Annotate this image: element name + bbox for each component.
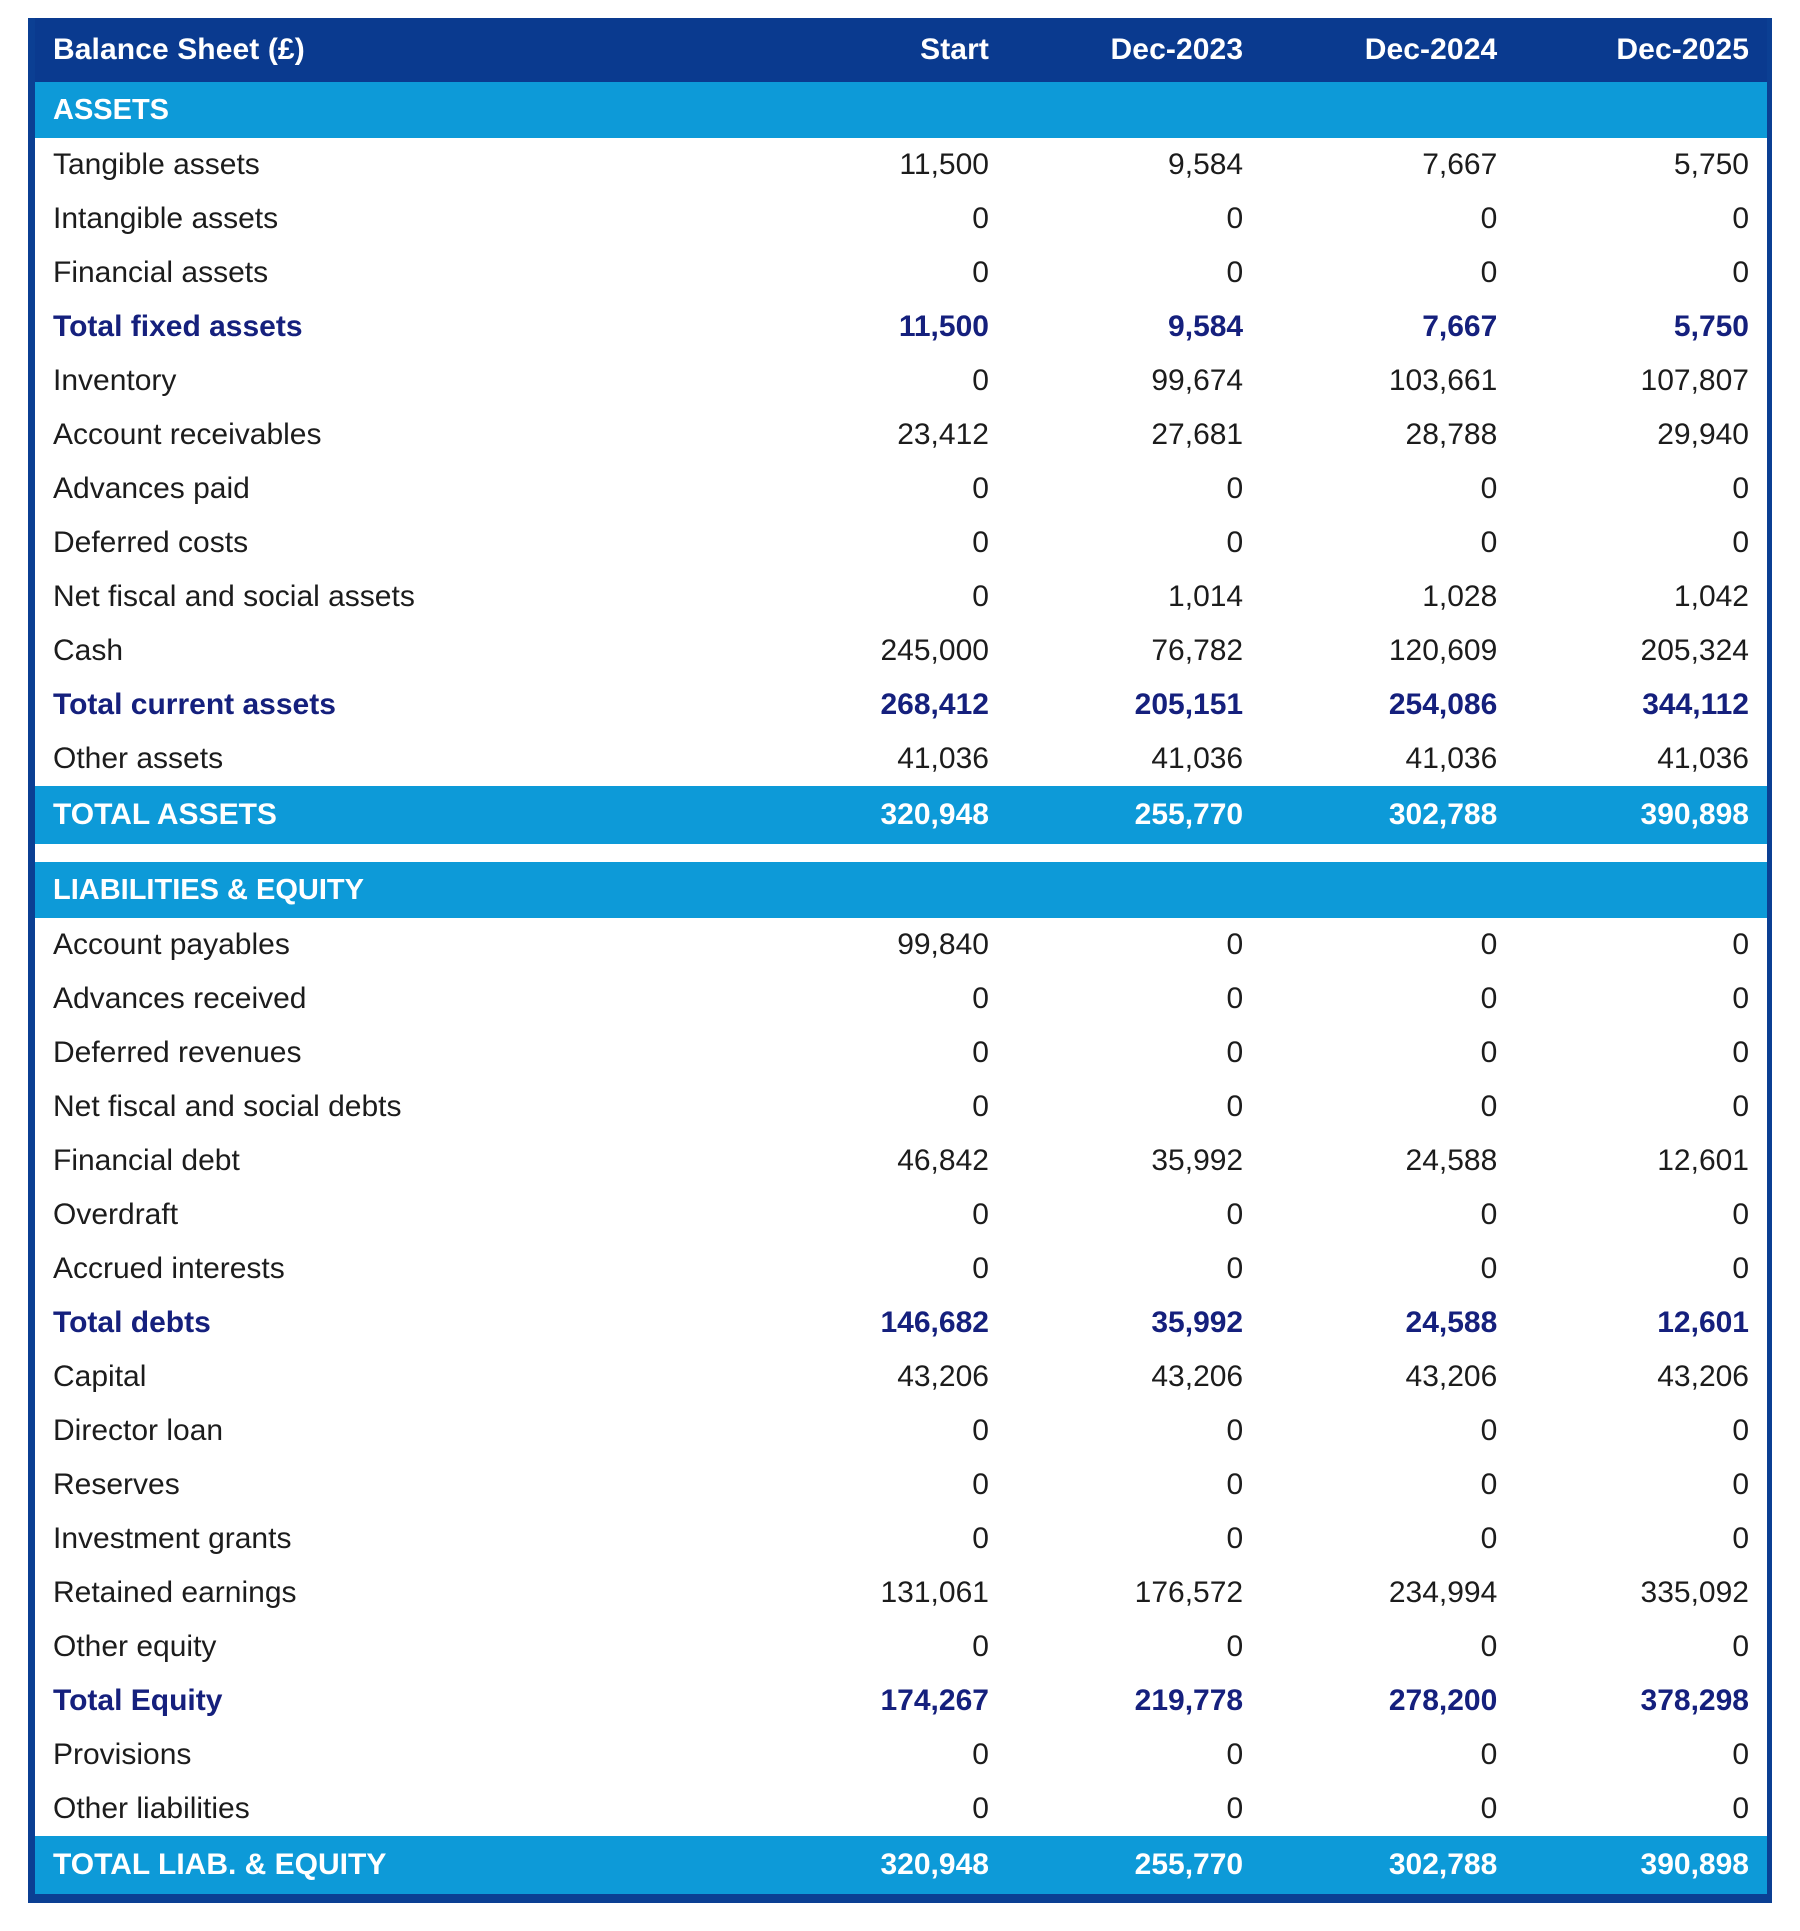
cell-deferred-revenues-dec-2023: 0 (1007, 1026, 1261, 1080)
cell-other-assets-dec-2023: 41,036 (1007, 732, 1261, 786)
cell-total-equity-start: 174,267 (753, 1674, 1007, 1728)
cell-net-fiscal-and-social-assets-dec-2025: 1,042 (1515, 570, 1769, 624)
cell-accrued-interests-dec-2025: 0 (1515, 1242, 1769, 1296)
cell-total-liab-equity-dec-2024: 302,788 (1261, 1836, 1515, 1899)
cell-advances-received-start: 0 (753, 972, 1007, 1026)
row-label-account-payables: Account payables (32, 918, 753, 972)
cell-inventory-dec-2025: 107,807 (1515, 354, 1769, 408)
cell-cash-start: 245,000 (753, 624, 1007, 678)
cell-provisions-start: 0 (753, 1728, 1007, 1782)
row-label-total-fixed-assets: Total fixed assets (32, 300, 753, 354)
cell-total-fixed-assets-dec-2025: 5,750 (1515, 300, 1769, 354)
table-row (32, 246, 1770, 300)
table-row (32, 1188, 1770, 1242)
row-label-total-debts: Total debts (32, 1296, 753, 1350)
cell-other-assets-dec-2024: 41,036 (1261, 732, 1515, 786)
cell-total-equity-dec-2023: 219,778 (1007, 1674, 1261, 1728)
row-label-inventory: Inventory (32, 354, 753, 408)
row-label-provisions: Provisions (32, 1728, 753, 1782)
cell-total-current-assets-dec-2023: 205,151 (1007, 678, 1261, 732)
cell-intangible-assets-start: 0 (753, 192, 1007, 246)
table-row (32, 1674, 1770, 1728)
table-row (32, 1566, 1770, 1620)
cell-account-receivables-start: 23,412 (753, 408, 1007, 462)
cell-provisions-dec-2025: 0 (1515, 1728, 1769, 1782)
cell-retained-earnings-dec-2025: 335,092 (1515, 1566, 1769, 1620)
cell-total-debts-start: 146,682 (753, 1296, 1007, 1350)
cell-total-current-assets-start: 268,412 (753, 678, 1007, 732)
cell-account-receivables-dec-2025: 29,940 (1515, 408, 1769, 462)
table-row (32, 1458, 1770, 1512)
table-row (32, 408, 1770, 462)
cell-total-current-assets-dec-2025: 344,112 (1515, 678, 1769, 732)
cell-total-debts-dec-2024: 24,588 (1261, 1296, 1515, 1350)
section-header-label: LIABILITIES & EQUITY (32, 862, 1770, 918)
row-label-total-liab-equity: TOTAL LIAB. & EQUITY (32, 1836, 753, 1899)
cell-financial-assets-dec-2025: 0 (1515, 246, 1769, 300)
cell-deferred-revenues-dec-2024: 0 (1261, 1026, 1515, 1080)
table-row (32, 1782, 1770, 1836)
cell-cash-dec-2023: 76,782 (1007, 624, 1261, 678)
cell-financial-debt-dec-2025: 12,601 (1515, 1134, 1769, 1188)
cell-total-debts-dec-2025: 12,601 (1515, 1296, 1769, 1350)
row-label-tangible-assets: Tangible assets (32, 138, 753, 192)
row-label-total-assets: TOTAL ASSETS (32, 786, 753, 844)
cell-total-liab-equity-dec-2025: 390,898 (1515, 1836, 1769, 1899)
row-label-account-receivables: Account receivables (32, 408, 753, 462)
cell-other-equity-start: 0 (753, 1620, 1007, 1674)
row-label-director-loan: Director loan (32, 1404, 753, 1458)
cell-other-liabilities-dec-2024: 0 (1261, 1782, 1515, 1836)
cell-other-equity-dec-2023: 0 (1007, 1620, 1261, 1674)
table-header (32, 18, 1770, 82)
cell-total-assets-dec-2023: 255,770 (1007, 786, 1261, 844)
cell-capital-start: 43,206 (753, 1350, 1007, 1404)
cell-total-debts-dec-2023: 35,992 (1007, 1296, 1261, 1350)
table-row (32, 1836, 1770, 1899)
cell-accrued-interests-dec-2023: 0 (1007, 1242, 1261, 1296)
cell-deferred-costs-dec-2024: 0 (1261, 516, 1515, 570)
cell-other-assets-start: 41,036 (753, 732, 1007, 786)
cell-reserves-dec-2024: 0 (1261, 1458, 1515, 1512)
cell-total-current-assets-dec-2024: 254,086 (1261, 678, 1515, 732)
cell-director-loan-dec-2023: 0 (1007, 1404, 1261, 1458)
cell-deferred-costs-dec-2023: 0 (1007, 516, 1261, 570)
cell-deferred-revenues-start: 0 (753, 1026, 1007, 1080)
row-label-capital: Capital (32, 1350, 753, 1404)
table-row (32, 516, 1770, 570)
row-label-financial-debt: Financial debt (32, 1134, 753, 1188)
row-label-total-equity: Total Equity (32, 1674, 753, 1728)
cell-reserves-dec-2023: 0 (1007, 1458, 1261, 1512)
cell-net-fiscal-and-social-assets-start: 0 (753, 570, 1007, 624)
row-label-advances-paid: Advances paid (32, 462, 753, 516)
table-row (32, 354, 1770, 408)
table-row (32, 192, 1770, 246)
row-label-cash: Cash (32, 624, 753, 678)
cell-director-loan-start: 0 (753, 1404, 1007, 1458)
cell-financial-assets-dec-2024: 0 (1261, 246, 1515, 300)
cell-other-liabilities-start: 0 (753, 1782, 1007, 1836)
table-row (32, 1134, 1770, 1188)
table-row (32, 462, 1770, 516)
cell-advances-paid-start: 0 (753, 462, 1007, 516)
section-spacer (32, 844, 1770, 862)
cell-total-liab-equity-dec-2023: 255,770 (1007, 1836, 1261, 1899)
cell-account-receivables-dec-2023: 27,681 (1007, 408, 1261, 462)
cell-director-loan-dec-2024: 0 (1261, 1404, 1515, 1458)
row-label-advances-received: Advances received (32, 972, 753, 1026)
cell-financial-debt-dec-2023: 35,992 (1007, 1134, 1261, 1188)
cell-retained-earnings-dec-2024: 234,994 (1261, 1566, 1515, 1620)
cell-financial-debt-dec-2024: 24,588 (1261, 1134, 1515, 1188)
cell-total-fixed-assets-dec-2023: 9,584 (1007, 300, 1261, 354)
table-row (32, 1620, 1770, 1674)
table-row (32, 570, 1770, 624)
section-header-label: ASSETS (32, 82, 1770, 138)
header-row (32, 18, 1770, 82)
cell-other-assets-dec-2025: 41,036 (1515, 732, 1769, 786)
row-label-retained-earnings: Retained earnings (32, 1566, 753, 1620)
row-label-total-current-assets: Total current assets (32, 678, 753, 732)
table-row (32, 1404, 1770, 1458)
cell-total-assets-dec-2025: 390,898 (1515, 786, 1769, 844)
cell-provisions-dec-2024: 0 (1261, 1728, 1515, 1782)
cell-net-fiscal-and-social-assets-dec-2024: 1,028 (1261, 570, 1515, 624)
cell-net-fiscal-and-social-debts-dec-2023: 0 (1007, 1080, 1261, 1134)
cell-deferred-costs-dec-2025: 0 (1515, 516, 1769, 570)
cell-advances-received-dec-2025: 0 (1515, 972, 1769, 1026)
cell-other-liabilities-dec-2025: 0 (1515, 1782, 1769, 1836)
cell-other-liabilities-dec-2023: 0 (1007, 1782, 1261, 1836)
row-label-accrued-interests: Accrued interests (32, 1242, 753, 1296)
cell-advances-paid-dec-2023: 0 (1007, 462, 1261, 516)
row-label-deferred-revenues: Deferred revenues (32, 1026, 753, 1080)
cell-deferred-costs-start: 0 (753, 516, 1007, 570)
balance-sheet-table (28, 18, 1772, 1903)
table-row (32, 138, 1770, 192)
row-label-deferred-costs: Deferred costs (32, 516, 753, 570)
cell-net-fiscal-and-social-debts-dec-2024: 0 (1261, 1080, 1515, 1134)
cell-advances-received-dec-2023: 0 (1007, 972, 1261, 1026)
cell-capital-dec-2024: 43,206 (1261, 1350, 1515, 1404)
section-spacer-cell (32, 844, 1770, 862)
cell-total-assets-dec-2024: 302,788 (1261, 786, 1515, 844)
cell-other-equity-dec-2024: 0 (1261, 1620, 1515, 1674)
cell-total-fixed-assets-start: 11,500 (753, 300, 1007, 354)
cell-reserves-dec-2025: 0 (1515, 1458, 1769, 1512)
cell-overdraft-dec-2025: 0 (1515, 1188, 1769, 1242)
cell-director-loan-dec-2025: 0 (1515, 1404, 1769, 1458)
cell-overdraft-start: 0 (753, 1188, 1007, 1242)
cell-cash-dec-2025: 205,324 (1515, 624, 1769, 678)
row-label-other-assets: Other assets (32, 732, 753, 786)
table-row (32, 678, 1770, 732)
column-header-dec-2025: Dec-2025 (1515, 18, 1769, 82)
cell-net-fiscal-and-social-debts-start: 0 (753, 1080, 1007, 1134)
row-label-net-fiscal-and-social-assets: Net fiscal and social assets (32, 570, 753, 624)
cell-investment-grants-start: 0 (753, 1512, 1007, 1566)
cell-intangible-assets-dec-2023: 0 (1007, 192, 1261, 246)
cell-total-assets-start: 320,948 (753, 786, 1007, 844)
row-label-reserves: Reserves (32, 1458, 753, 1512)
cell-retained-earnings-start: 131,061 (753, 1566, 1007, 1620)
table-row (32, 786, 1770, 844)
table-body (32, 82, 1770, 1899)
cell-capital-dec-2023: 43,206 (1007, 1350, 1261, 1404)
row-label-other-liabilities: Other liabilities (32, 1782, 753, 1836)
cell-inventory-dec-2023: 99,674 (1007, 354, 1261, 408)
row-label-financial-assets: Financial assets (32, 246, 753, 300)
table-row (32, 918, 1770, 972)
cell-intangible-assets-dec-2024: 0 (1261, 192, 1515, 246)
table-row (32, 972, 1770, 1026)
cell-total-liab-equity-start: 320,948 (753, 1836, 1007, 1899)
table-row (32, 1350, 1770, 1404)
cell-financial-assets-start: 0 (753, 246, 1007, 300)
cell-other-equity-dec-2025: 0 (1515, 1620, 1769, 1674)
cell-net-fiscal-and-social-debts-dec-2025: 0 (1515, 1080, 1769, 1134)
column-header-start: Start (753, 18, 1007, 82)
table-row (32, 1080, 1770, 1134)
table-row (32, 300, 1770, 354)
cell-intangible-assets-dec-2025: 0 (1515, 192, 1769, 246)
cell-total-equity-dec-2025: 378,298 (1515, 1674, 1769, 1728)
table-row (32, 732, 1770, 786)
cell-advances-paid-dec-2025: 0 (1515, 462, 1769, 516)
cell-advances-received-dec-2024: 0 (1261, 972, 1515, 1026)
cell-account-payables-dec-2023: 0 (1007, 918, 1261, 972)
cell-retained-earnings-dec-2023: 176,572 (1007, 1566, 1261, 1620)
table-title: Balance Sheet (£) (32, 18, 753, 82)
cell-accrued-interests-start: 0 (753, 1242, 1007, 1296)
table-row (32, 1026, 1770, 1080)
column-header-dec-2024: Dec-2024 (1261, 18, 1515, 82)
cell-account-receivables-dec-2024: 28,788 (1261, 408, 1515, 462)
table-row (32, 1242, 1770, 1296)
row-label-other-equity: Other equity (32, 1620, 753, 1674)
cell-net-fiscal-and-social-assets-dec-2023: 1,014 (1007, 570, 1261, 624)
row-label-investment-grants: Investment grants (32, 1512, 753, 1566)
cell-investment-grants-dec-2025: 0 (1515, 1512, 1769, 1566)
cell-financial-debt-start: 46,842 (753, 1134, 1007, 1188)
table-row (32, 1728, 1770, 1782)
cell-reserves-start: 0 (753, 1458, 1007, 1512)
row-label-net-fiscal-and-social-debts: Net fiscal and social debts (32, 1080, 753, 1134)
cell-overdraft-dec-2023: 0 (1007, 1188, 1261, 1242)
column-header-dec-2023: Dec-2023 (1007, 18, 1261, 82)
cell-total-fixed-assets-dec-2024: 7,667 (1261, 300, 1515, 354)
table-row (32, 624, 1770, 678)
cell-account-payables-dec-2024: 0 (1261, 918, 1515, 972)
cell-tangible-assets-dec-2024: 7,667 (1261, 138, 1515, 192)
cell-overdraft-dec-2024: 0 (1261, 1188, 1515, 1242)
cell-capital-dec-2025: 43,206 (1515, 1350, 1769, 1404)
row-label-intangible-assets: Intangible assets (32, 192, 753, 246)
cell-tangible-assets-start: 11,500 (753, 138, 1007, 192)
row-label-overdraft: Overdraft (32, 1188, 753, 1242)
cell-account-payables-dec-2025: 0 (1515, 918, 1769, 972)
cell-total-equity-dec-2024: 278,200 (1261, 1674, 1515, 1728)
cell-tangible-assets-dec-2025: 5,750 (1515, 138, 1769, 192)
cell-financial-assets-dec-2023: 0 (1007, 246, 1261, 300)
cell-investment-grants-dec-2024: 0 (1261, 1512, 1515, 1566)
section-header-liabilities-equity (32, 862, 1770, 918)
cell-cash-dec-2024: 120,609 (1261, 624, 1515, 678)
cell-inventory-dec-2024: 103,661 (1261, 354, 1515, 408)
cell-deferred-revenues-dec-2025: 0 (1515, 1026, 1769, 1080)
cell-advances-paid-dec-2024: 0 (1261, 462, 1515, 516)
cell-inventory-start: 0 (753, 354, 1007, 408)
cell-account-payables-start: 99,840 (753, 918, 1007, 972)
table-row (32, 1296, 1770, 1350)
table-row (32, 1512, 1770, 1566)
section-header-assets (32, 82, 1770, 138)
cell-accrued-interests-dec-2024: 0 (1261, 1242, 1515, 1296)
cell-provisions-dec-2023: 0 (1007, 1728, 1261, 1782)
cell-investment-grants-dec-2023: 0 (1007, 1512, 1261, 1566)
cell-tangible-assets-dec-2023: 9,584 (1007, 138, 1261, 192)
